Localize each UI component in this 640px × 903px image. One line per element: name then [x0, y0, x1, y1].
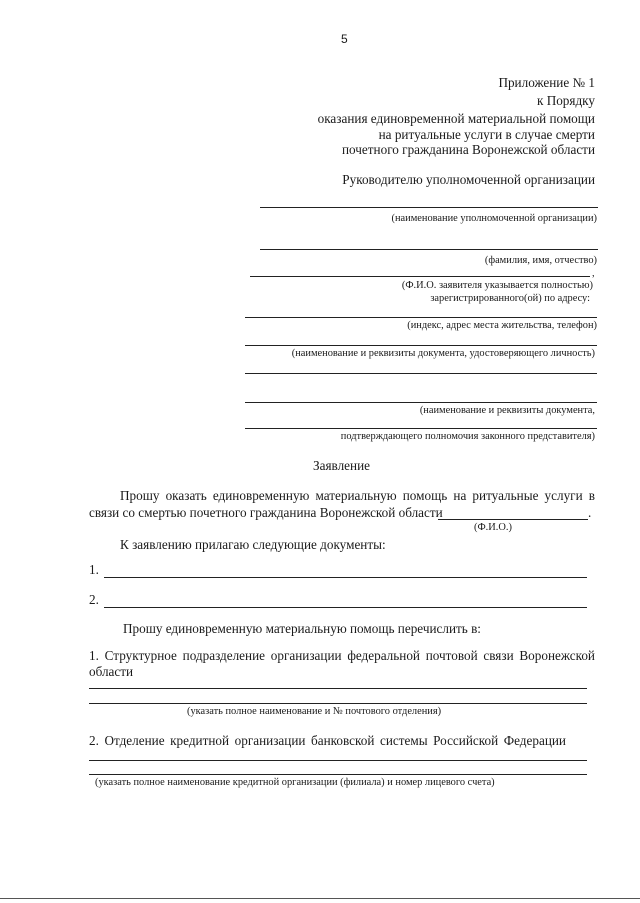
- option-1-line-b: [89, 703, 587, 704]
- rep-authority-line: [245, 428, 597, 429]
- option-1-line-2: области: [89, 664, 134, 679]
- id-document-line: [245, 345, 597, 346]
- appendix-line-5: почетного гражданина Воронежской области: [341, 142, 595, 157]
- org-name-line: [260, 207, 598, 208]
- statement-paragraph-line-2: связи со смертью почетного гражданина Воронежской области: [89, 505, 443, 520]
- option-2-line-1: 2. Отделение кредитной организации банковской системы Российской Федерации: [89, 733, 566, 748]
- comma-mark: ,: [592, 268, 595, 279]
- attachment-line-2: [104, 607, 587, 608]
- page-bottom-edge: [0, 898, 640, 899]
- statement-paragraph-line-1: Прошу оказать единовременную материальную помощь на ритуальные услуги в: [120, 488, 595, 503]
- addressee: Руководителю уполномоченной организации: [342, 172, 595, 187]
- appendix-line-3: оказания единовременной материальной помощи: [317, 111, 595, 126]
- statement-period: .: [588, 505, 592, 520]
- org-name-caption: (наименование уполномоченной организации): [391, 213, 597, 224]
- option-1-line-1: 1. Структурное подразделение организации федеральной почтовой связи Воронежской: [89, 648, 595, 663]
- fio-line: [260, 249, 598, 250]
- address-caption: (индекс, адрес места жительства, телефон): [407, 320, 597, 331]
- option-2-line-a: [89, 760, 587, 761]
- option-1-caption: (указать полное наименование и № почтового отделения): [187, 706, 442, 717]
- attachment-item-2: 2.: [89, 592, 99, 607]
- doc-details-line: [245, 402, 597, 403]
- registered-caption: зарегистрированного(ой) по адресу:: [430, 293, 590, 304]
- fio-caption: (фамилия, имя, отчество): [484, 255, 597, 266]
- attachment-item-1: 1.: [89, 562, 99, 577]
- attachments-intro: К заявлению прилагаю следующие документы:: [120, 537, 386, 552]
- appendix-line-4: на ритуальные услуги в случае смерти: [378, 127, 595, 142]
- statement-title: Заявление: [313, 458, 370, 473]
- transfer-intro: Прошу единовременную материальную помощь перечислить в:: [123, 621, 481, 636]
- option-2-caption: (указать полное наименование кредитной организации (филиала) и номер лицевого счета): [95, 777, 495, 788]
- appendix-number: Приложение № 1: [498, 75, 595, 90]
- appendix-line-2: к Порядку: [536, 93, 595, 108]
- id-document-caption: (наименование и реквизиты документа, удостоверяющего личность): [291, 348, 595, 359]
- option-2-line-b: [89, 774, 587, 775]
- deceased-fio-line: [438, 519, 588, 520]
- page-number: 5: [341, 32, 348, 46]
- deceased-fio-caption: (Ф.И.О.): [474, 522, 512, 533]
- rep-authority-caption: подтверждающего полномочия законного представителя): [340, 431, 595, 442]
- address-line: [245, 317, 597, 318]
- doc-details-caption: (наименование и реквизиты документа,: [419, 405, 595, 416]
- attachment-line-1: [104, 577, 587, 578]
- option-1-line-a: [89, 688, 587, 689]
- extra-line: [245, 373, 597, 374]
- applicant-fio-caption: (Ф.И.О. заявителя указывается полностью): [401, 280, 593, 291]
- applicant-line: [250, 276, 590, 277]
